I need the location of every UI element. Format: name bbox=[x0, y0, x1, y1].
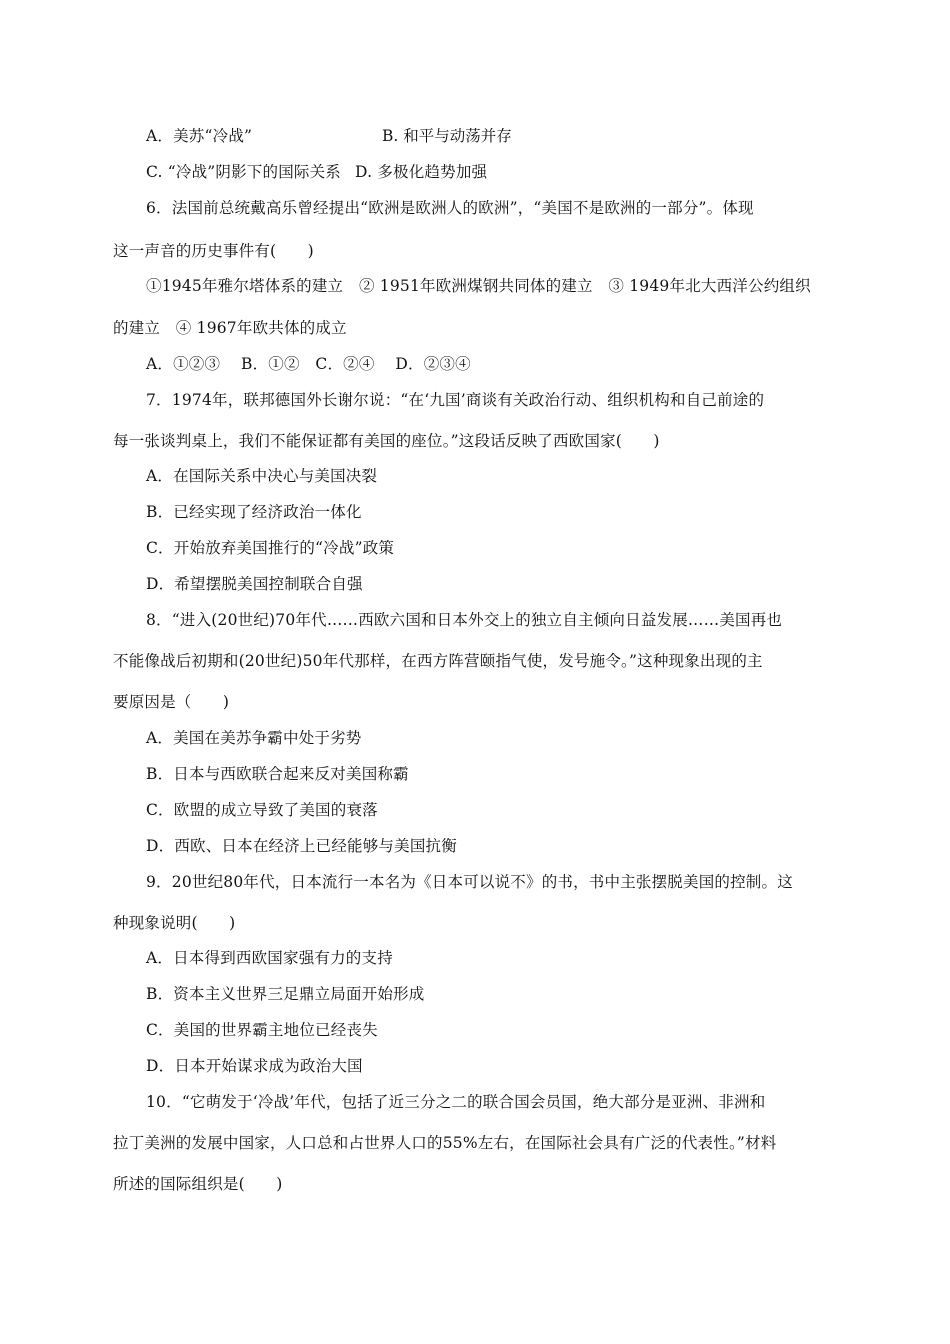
q8-stem-line-3: 要原因是（ ) bbox=[113, 693, 230, 711]
q9-option-d: D．日本开始谋求成为政治大国 bbox=[146, 1057, 363, 1075]
q6-items-line-1: ①1945年雅尔塔体系的建立 ② 1951年欧洲煤钢共同体的建立 ③ 1949年北大西洋公约组织 bbox=[146, 277, 811, 295]
q5-option-a: A．美苏“冷战” bbox=[146, 127, 253, 145]
q8-option-b: B．日本与西欧联合起来反对美国称霸 bbox=[146, 765, 409, 783]
q10-stem-line-1: 10．“它萌发于‘冷战’年代，包括了近三分之二的联合国会员国，绝大部分是亚洲、非洲和 bbox=[146, 1093, 766, 1111]
q5-option-c: C. “冷战”阴影下的国际关系 bbox=[146, 163, 342, 181]
q8-option-a: A．美国在美苏争霸中处于劣势 bbox=[146, 729, 362, 747]
q7-option-a: A．在国际关系中决心与美国决裂 bbox=[146, 467, 378, 485]
q6-stem-line-2: 这一声音的历史事件有( ) bbox=[113, 242, 314, 260]
q9-stem-line-2: 种现象说明( ) bbox=[113, 914, 236, 932]
q6-stem-line-1: 6．法国前总统戴高乐曾经提出“欧洲是欧洲人的欧洲”，“美国不是欧洲的一部分”。体现 bbox=[146, 199, 754, 217]
q8-option-c: C．欧盟的成立导致了美国的衰落 bbox=[146, 801, 378, 819]
q7-option-b: B．已经实现了经济政治一体化 bbox=[146, 503, 362, 521]
q10-stem-line-3: 所述的国际组织是( ) bbox=[113, 1175, 283, 1193]
q7-option-d: D．希望摆脱美国控制联合自强 bbox=[146, 575, 363, 593]
q5-option-cd-row bbox=[146, 161, 873, 183]
q7-option-c: C．开始放弃美国推行的“冷战”政策 bbox=[146, 539, 395, 557]
q5-option-d: D. 多极化趋势加强 bbox=[355, 163, 488, 181]
q5-option-b: B. 和平与动荡并存 bbox=[382, 127, 512, 145]
q9-option-b: B．资本主义世界三足鼎立局面开始形成 bbox=[146, 985, 425, 1003]
q7-stem-line-2: 每一张谈判桌上，我们不能保证都有美国的座位。”这段话反映了西欧国家( ) bbox=[113, 432, 660, 450]
q9-option-c: C．美国的世界霸主地位已经丧失 bbox=[146, 1021, 378, 1039]
q8-option-d: D．西欧、日本在经济上已经能够与美国抗衡 bbox=[146, 837, 457, 855]
q8-stem-line-2: 不能像战后初期和(20世纪)50年代那样，在西方阵营颐指气使，发号施令。”这种现象出现的主 bbox=[113, 652, 763, 670]
q6-options: A．①②③ B．①② C．②④ D．②③④ bbox=[146, 355, 471, 373]
q10-stem-line-2: 拉丁美洲的发展中国家，人口总和占世界人口的55%左右，在国际社会具有广泛的代表性。”材料 bbox=[113, 1134, 777, 1152]
q9-option-a: A．日本得到西欧国家强有力的支持 bbox=[146, 949, 393, 967]
q6-items-line-2: 的建立 ④ 1967年欧共体的成立 bbox=[113, 319, 347, 337]
q8-stem-line-1: 8．“进入(20世纪)70年代……西欧六国和日本外交上的独立自主倾向日益发展……美国再也 bbox=[146, 611, 783, 629]
q9-stem-line-1: 9．20世纪80年代，日本流行一本名为《日本可以说不》的书，书中主张摆脱美国的控制。这 bbox=[146, 873, 793, 891]
q7-stem-line-1: 7．1974年，联邦德国外长谢尔说：“在‘九国’商谈有关政治行动、组织机构和自己前途的 bbox=[146, 391, 765, 409]
